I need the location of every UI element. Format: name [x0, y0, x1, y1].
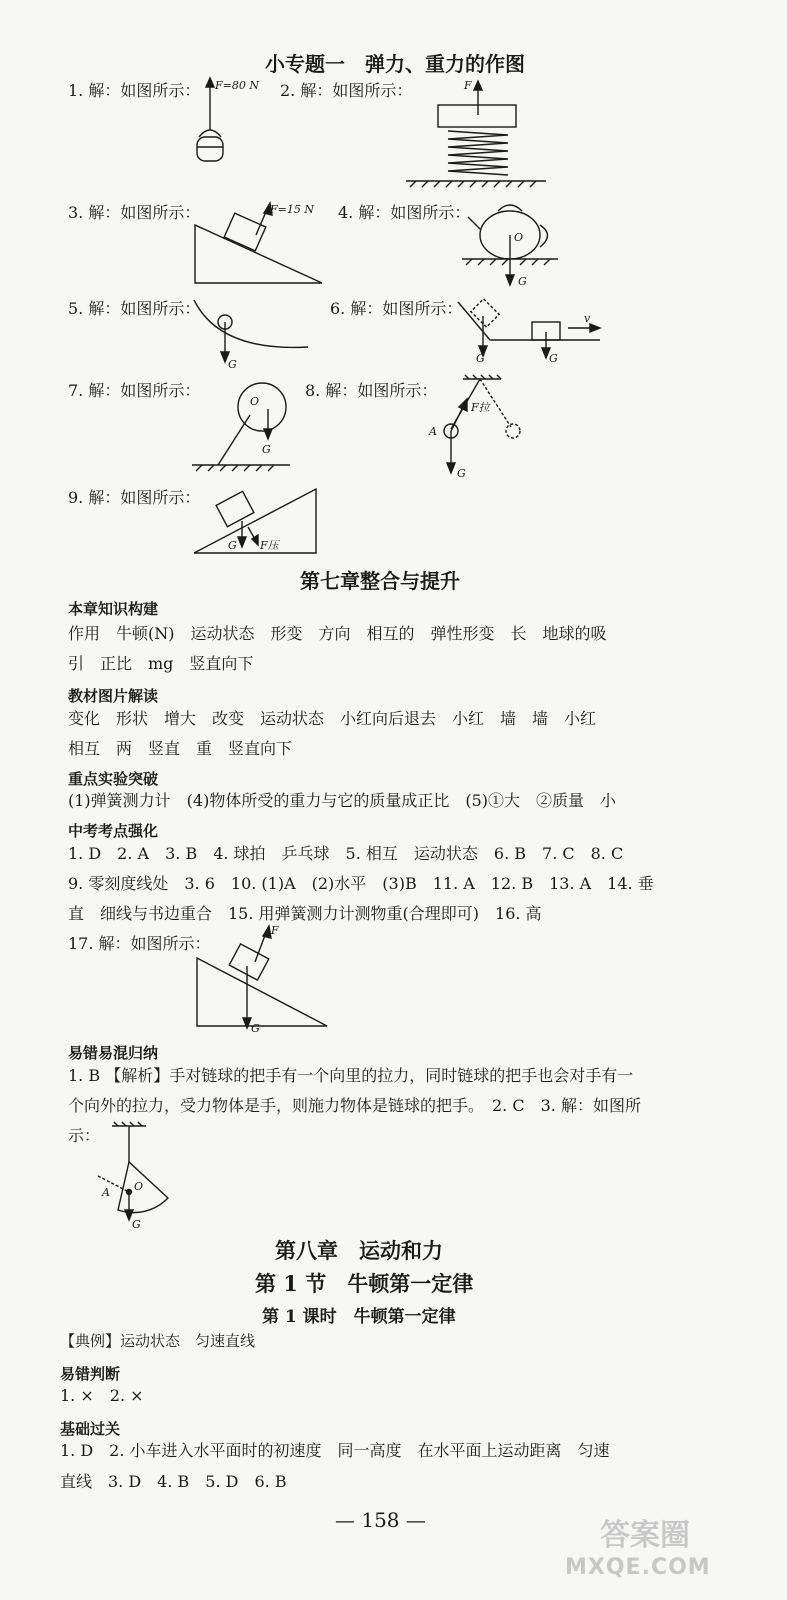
exam-line-2: 9. 零刻度线处 3. 6 10. (1)A (2)水平 (3)B 11. A 12. B 13. A 14. 垂	[68, 874, 654, 893]
knowledge-heading: 本章知识构建	[68, 600, 159, 618]
figure-6-slope	[450, 292, 610, 367]
chapter8-title: 第八章 运动和力	[275, 1238, 443, 1263]
figure-6-velocity-label: v	[584, 312, 591, 325]
answer-5-label: 5. 解：如图所示：	[68, 299, 201, 318]
figure-7-gravity-label: G	[262, 443, 271, 456]
pictures-line-2: 相互 两 竖直 重 竖直向下	[68, 739, 293, 758]
figure-17-gravity-label: G	[251, 1022, 260, 1035]
mistakes-heading: 易错易混归纳	[68, 1044, 159, 1062]
pictures-heading: 教材图片解读	[68, 687, 159, 705]
figure-8-pull-label: F拉	[471, 401, 490, 414]
basic-heading: 基础过关	[60, 1420, 121, 1438]
figure-5-gravity-label: G	[228, 358, 237, 371]
figure-1-force-label: F=80 N	[215, 79, 259, 92]
exam-heading: 中考考点强化	[68, 822, 159, 840]
figure-6-gravity-label-1: G	[476, 352, 485, 365]
chapter7-title: 第七章整合与提升	[300, 569, 460, 593]
exam-line-3: 直 细线与书边重合 15. 用弹簧测力计测物重(合理即可) 16. 高	[68, 904, 542, 923]
judge-line: 1. × 2. ×	[60, 1386, 144, 1405]
figure-mistakes-3-gravity-label: G	[132, 1218, 141, 1231]
answer-4-label: 4. 解：如图所示：	[338, 203, 471, 222]
mistakes-line-3: 示：	[68, 1126, 101, 1145]
figure-17-force-label: F	[271, 924, 279, 937]
figure-mistakes-3-center-label: O	[134, 1180, 144, 1193]
answer-9-label: 9. 解：如图所示：	[68, 488, 201, 507]
answer-1-label: 1. 解：如图所示：	[68, 81, 201, 100]
watermark-url: MXQE.COM	[565, 1555, 711, 1580]
special-topic-title: 小专题一 弹力、重力的作图	[265, 52, 525, 76]
basic-line-1: 1. D 2. 小车进入水平面时的初速度 同一高度 在水平面上运动距离 匀速	[60, 1441, 610, 1460]
figure-1-bucket	[185, 75, 280, 175]
figure-9-incline	[190, 485, 320, 555]
figure-2-spring	[400, 75, 550, 190]
watermark-logo: 答案圈	[600, 1518, 690, 1553]
figure-4-teapot	[460, 195, 560, 290]
figure-5-curve	[190, 292, 315, 372]
figure-4-gravity-label: G	[518, 275, 527, 288]
answer-2-label: 2. 解：如图所示：	[280, 81, 413, 100]
knowledge-line-1: 作用 牛顿(N) 运动状态 形变 方向 相互的 弹性形变 长 地球的吸	[68, 624, 607, 643]
answer-8-label: 8. 解：如图所示：	[305, 381, 438, 400]
example-line: 【典例】运动状态 匀速直线	[60, 1332, 256, 1350]
figure-7-wheel	[190, 375, 300, 475]
answer-6-label: 6. 解：如图所示：	[330, 299, 463, 318]
experiment-line-1: (1)弹簧测力计 (4)物体所受的重力与它的质量成正比 (5)①大 ②质量 小	[68, 791, 616, 810]
knowledge-line-2: 引 正比 mg 竖直向下	[68, 654, 254, 673]
figure-8-gravity-label: G	[457, 467, 466, 480]
mistakes-line-2: 个向外的拉力，受力物体是手，则施力物体是链球的把手。 2. C 3. 解：如图所	[68, 1096, 641, 1115]
answer-7-label: 7. 解：如图所示：	[68, 381, 201, 400]
mistakes-line-1: 1. B 【解析】手对链球的把手有一个向里的拉力，同时链球的把手也会对手有一	[68, 1066, 634, 1085]
figure-8-pendulum	[425, 375, 535, 485]
lesson-title: 第 1 课时 牛顿第一定律	[262, 1307, 456, 1327]
basic-line-2: 直线 3. D 4. B 5. D 6. B	[60, 1472, 287, 1491]
figure-4-center-label: O	[514, 231, 524, 244]
answer-3-label: 3. 解：如图所示：	[68, 203, 201, 222]
figure-8-point-label: A	[429, 425, 437, 438]
figure-2-force-label: F	[464, 79, 472, 92]
exam-line-1: 1. D 2. A 3. B 4. 球拍 乒乓球 5. 相互 运动状态 6. B 7. C 8. C	[68, 844, 624, 863]
figure-mistakes-3-sector	[90, 1120, 180, 1230]
figure-3-force-label: F=15 N	[270, 203, 314, 216]
pictures-line-1: 变化 形状 增大 改变 运动状态 小红向后退去 小红 墙 墙 小红	[68, 709, 597, 728]
judge-heading: 易错判断	[60, 1365, 121, 1383]
figure-9-gravity-label: G	[228, 539, 237, 552]
figure-9-support-label: F压	[260, 539, 279, 552]
figure-3-incline	[190, 195, 340, 290]
section-title: 第 1 节 牛顿第一定律	[255, 1271, 474, 1296]
figure-mistakes-3-point-label: A	[102, 1186, 110, 1199]
exam-line-4: 17. 解：如图所示：	[68, 934, 211, 953]
figure-6-gravity-label-2: G	[549, 352, 558, 365]
figure-17-incline	[195, 920, 345, 1035]
experiment-heading: 重点实验突破	[68, 770, 159, 788]
figure-7-center-label: O	[250, 395, 260, 408]
page-number: — 158 —	[335, 1508, 426, 1532]
